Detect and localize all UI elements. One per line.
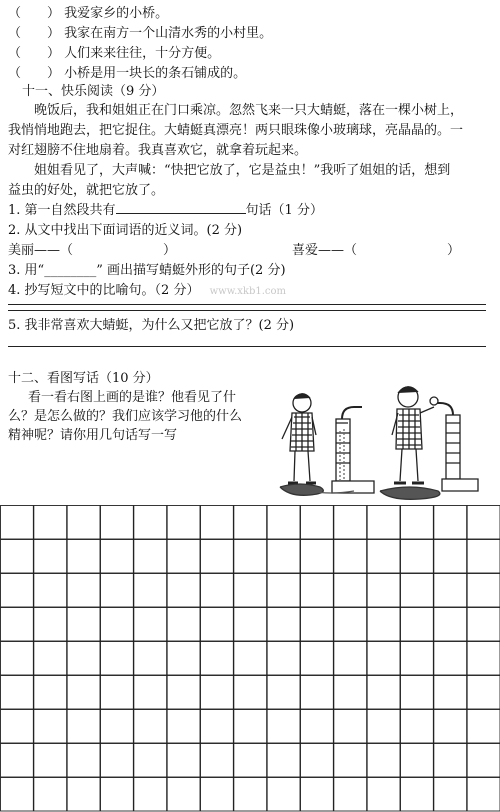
grid-cell[interactable] [167,744,200,778]
synonym-right-label: 喜爱——（ [292,243,358,258]
grid-cell[interactable] [1,574,34,608]
grid-cell[interactable] [267,506,300,540]
grid-cell[interactable] [101,506,134,540]
grid-cell[interactable] [67,642,100,676]
grid-cell[interactable] [467,540,500,574]
grid-cell[interactable] [34,608,67,642]
grid-cell[interactable] [434,642,467,676]
grid-cell[interactable] [234,642,267,676]
grid-cell[interactable] [234,744,267,778]
question-3-prefix: 3. 用“ [8,263,45,278]
answer-bracket[interactable]: （ ） [8,46,61,61]
grid-cell[interactable] [67,710,100,744]
grid-cell[interactable] [167,506,200,540]
answer-bracket[interactable]: （ ） [8,26,61,41]
grid-cell[interactable] [101,710,134,744]
grid-cell[interactable] [434,574,467,608]
writing-prompt-line: 精神呢？请你用几句话写一写 [8,428,178,443]
grid-cell[interactable] [267,744,300,778]
grid-cell[interactable] [401,744,434,778]
grid-cell[interactable] [67,676,100,710]
synonym-right-close: ） [447,243,461,258]
grid-cell[interactable] [267,540,300,574]
grid-cell[interactable] [334,642,367,676]
grid-cell[interactable] [367,778,400,812]
grid-cell[interactable] [134,642,167,676]
question-3-suffix: ” 画出描写蜻蜓外形的句子(2 分) [96,263,286,278]
grid-cell[interactable] [434,506,467,540]
grid-cell[interactable] [167,778,200,812]
passage-line: 姐姐看见了，大声喊：“快把它放了，它是益虫！”我听了姐姐的话，想到 [34,163,451,178]
answer-bracket[interactable]: （ ） [8,66,61,81]
grid-cell[interactable] [101,778,134,812]
grid-cell[interactable] [101,574,134,608]
grid-cell[interactable] [167,574,200,608]
grid-cell[interactable] [34,710,67,744]
question-1 [8,199,323,218]
grid-cell[interactable] [34,642,67,676]
question-1-prefix: 1. 第一自然段共有 [8,203,116,218]
grid-cell[interactable] [34,574,67,608]
grid-cell[interactable] [201,506,234,540]
grid-cell[interactable] [334,574,367,608]
grid-cell[interactable] [34,744,67,778]
grid-cell[interactable] [467,710,500,744]
grid-cell[interactable] [401,642,434,676]
grid-cell[interactable] [1,506,34,540]
grid-cell[interactable] [467,676,500,710]
grid-cell[interactable] [201,778,234,812]
grid-cell[interactable] [134,540,167,574]
match-item-1 [8,2,168,21]
grid-cell[interactable] [267,608,300,642]
grid-cell[interactable] [67,506,100,540]
grid-cell[interactable] [134,744,167,778]
grid-cell[interactable] [134,778,167,812]
grid-cell[interactable] [401,540,434,574]
question-2: 2. 从文中找出下面词语的近义词。(2 分) [8,223,243,238]
answer-line[interactable] [8,310,486,311]
grid-cell[interactable] [301,540,334,574]
grid-cell[interactable] [234,540,267,574]
boy-turning-off-tap-illustration [270,383,480,503]
reading-heading: 十一、快乐阅读（9 分） [22,84,165,99]
grid-cell[interactable] [367,744,400,778]
grid-cell[interactable] [334,778,367,812]
grid-cell[interactable] [267,676,300,710]
grid-cell[interactable] [367,676,400,710]
question-3-blank: ________ [44,263,97,278]
grid-cell[interactable] [467,642,500,676]
grid-cell[interactable] [467,574,500,608]
grid-cell[interactable] [334,710,367,744]
grid-cell[interactable] [67,744,100,778]
question-1-blank[interactable] [116,201,246,214]
grid-cell[interactable] [301,608,334,642]
grid-cell[interactable] [301,506,334,540]
grid-cell[interactable] [201,540,234,574]
grid-cell[interactable] [101,676,134,710]
grid-cell[interactable] [434,744,467,778]
grid-cell[interactable] [101,744,134,778]
grid-cell[interactable] [167,608,200,642]
answer-line[interactable] [8,304,486,305]
grid-cell[interactable] [134,574,167,608]
grid-cell[interactable] [301,642,334,676]
grid-cell[interactable] [434,676,467,710]
match-sentence: 我家在南方一个山清水秀的小村里。 [64,26,273,41]
grid-cell[interactable] [67,540,100,574]
grid-cell[interactable] [34,778,67,812]
grid-cell[interactable] [167,676,200,710]
grid-cell[interactable] [1,778,34,812]
grid-cell[interactable] [167,642,200,676]
grid-cell[interactable] [367,608,400,642]
grid-cell[interactable] [434,608,467,642]
grid-cell[interactable] [201,574,234,608]
grid-cell[interactable] [334,676,367,710]
question-5: 5. 我非常喜欢大蜻蜓，为什么又把它放了？(2 分) [8,318,295,333]
grid-cell[interactable] [67,778,100,812]
grid-cell[interactable] [334,744,367,778]
grid-cell[interactable] [234,778,267,812]
writing-prompt-line: 看一看右图上画的是谁？他看见了什 [28,390,237,405]
grid-cell[interactable] [34,540,67,574]
grid-cell[interactable] [1,676,34,710]
grid-cell[interactable] [334,506,367,540]
grid-cell[interactable] [267,642,300,676]
grid-cell[interactable] [201,744,234,778]
grid-cell[interactable] [101,642,134,676]
grid-cell[interactable] [267,778,300,812]
passage-line: 晚饭后，我和姐姐正在门口乘凉。忽然飞来一只大蜻蜓，落在一棵小树上， [34,103,464,118]
synonym-left-close: ） [163,243,177,258]
grid-cell[interactable] [34,506,67,540]
boy-figure-left [280,394,323,496]
match-item-2 [8,22,272,41]
grid-cell[interactable] [434,778,467,812]
grid-cell[interactable] [267,710,300,744]
grid-cell[interactable] [1,744,34,778]
watermark-text: www.xkb1.com [209,286,287,297]
grid-cell[interactable] [334,540,367,574]
grid-cell[interactable] [234,608,267,642]
grid-cell[interactable] [401,676,434,710]
grid-cell[interactable] [67,608,100,642]
passage-line: 对红翅膀不住地扇着。我真喜欢它，就拿着玩起来。 [8,143,308,158]
question-3 [8,259,286,278]
passage-line: 我悄悄地跑去，把它捉住。大蜻蜓真漂亮！两只眼珠像小玻璃球，亮晶晶的。一 [8,123,464,138]
grid-cell[interactable] [401,608,434,642]
grid-cell[interactable] [1,642,34,676]
grid-cell[interactable] [67,574,100,608]
grid-cell[interactable] [401,506,434,540]
grid-cell[interactable] [134,506,167,540]
grid-cell[interactable] [201,608,234,642]
grid-cell[interactable] [234,506,267,540]
grid-cell[interactable] [301,574,334,608]
grid-cell[interactable] [367,540,400,574]
grid-cell[interactable] [201,676,234,710]
grid-cell[interactable] [434,710,467,744]
question-4-text: 4. 抄写短文中的比喻句。（2 分） [8,283,200,298]
synonym-left-label: 美丽——（ [8,243,74,258]
grid-cell[interactable] [134,608,167,642]
grid-cell[interactable] [301,710,334,744]
grid-cell[interactable] [201,710,234,744]
grid-cell[interactable] [167,710,200,744]
grid-cell[interactable] [234,574,267,608]
grid-cell[interactable] [467,778,500,812]
writing-prompt-line: 么？是怎么做的？我们应该学习他的什么 [8,409,243,424]
grid-cell[interactable] [367,506,400,540]
grid-cell[interactable] [401,710,434,744]
match-sentence: 我爱家乡的小桥。 [64,6,169,21]
grid-cell[interactable] [334,608,367,642]
grid-cell[interactable] [434,540,467,574]
grid-cell[interactable] [1,540,34,574]
grid-cell[interactable] [367,574,400,608]
grid-cell[interactable] [301,744,334,778]
grid-cell[interactable] [367,710,400,744]
grid-cell[interactable] [1,608,34,642]
grid-cell[interactable] [34,676,67,710]
water-tap-left [310,407,374,493]
writing-heading: 十二、看图写话（10 分） [8,371,159,386]
question-4 [8,279,286,298]
grid-cell[interactable] [301,778,334,812]
match-sentence: 小桥是用一块长的条石铺成的。 [64,66,247,81]
grid-cell[interactable] [134,710,167,744]
grid-cell[interactable] [234,676,267,710]
answer-bracket[interactable]: （ ） [8,6,61,21]
grid-cell[interactable] [201,642,234,676]
water-tap-right [430,397,478,491]
grid-cell[interactable] [401,574,434,608]
grid-cell[interactable] [467,608,500,642]
grid-cell[interactable] [134,676,167,710]
answer-line[interactable] [8,346,486,347]
grid-cell[interactable] [101,608,134,642]
grid-cell[interactable] [167,540,200,574]
writing-grid[interactable] [0,505,500,812]
grid-cell[interactable] [267,574,300,608]
grid-cell[interactable] [301,676,334,710]
grid-cell[interactable] [467,506,500,540]
grid-cell[interactable] [234,710,267,744]
grid-cell[interactable] [367,642,400,676]
match-sentence: 人们来来往往，十分方便。 [64,46,221,61]
passage-line: 益虫的好处，就把它放了。 [8,183,165,198]
grid-cell[interactable] [401,778,434,812]
synonym-right [292,239,460,258]
grid-cell[interactable] [1,710,34,744]
grid-cell[interactable] [467,744,500,778]
question-1-suffix: 句话（1 分） [245,203,323,218]
match-item-3 [8,42,220,61]
synonym-left [8,239,176,258]
grid-cell[interactable] [101,540,134,574]
match-item-4 [8,62,246,81]
